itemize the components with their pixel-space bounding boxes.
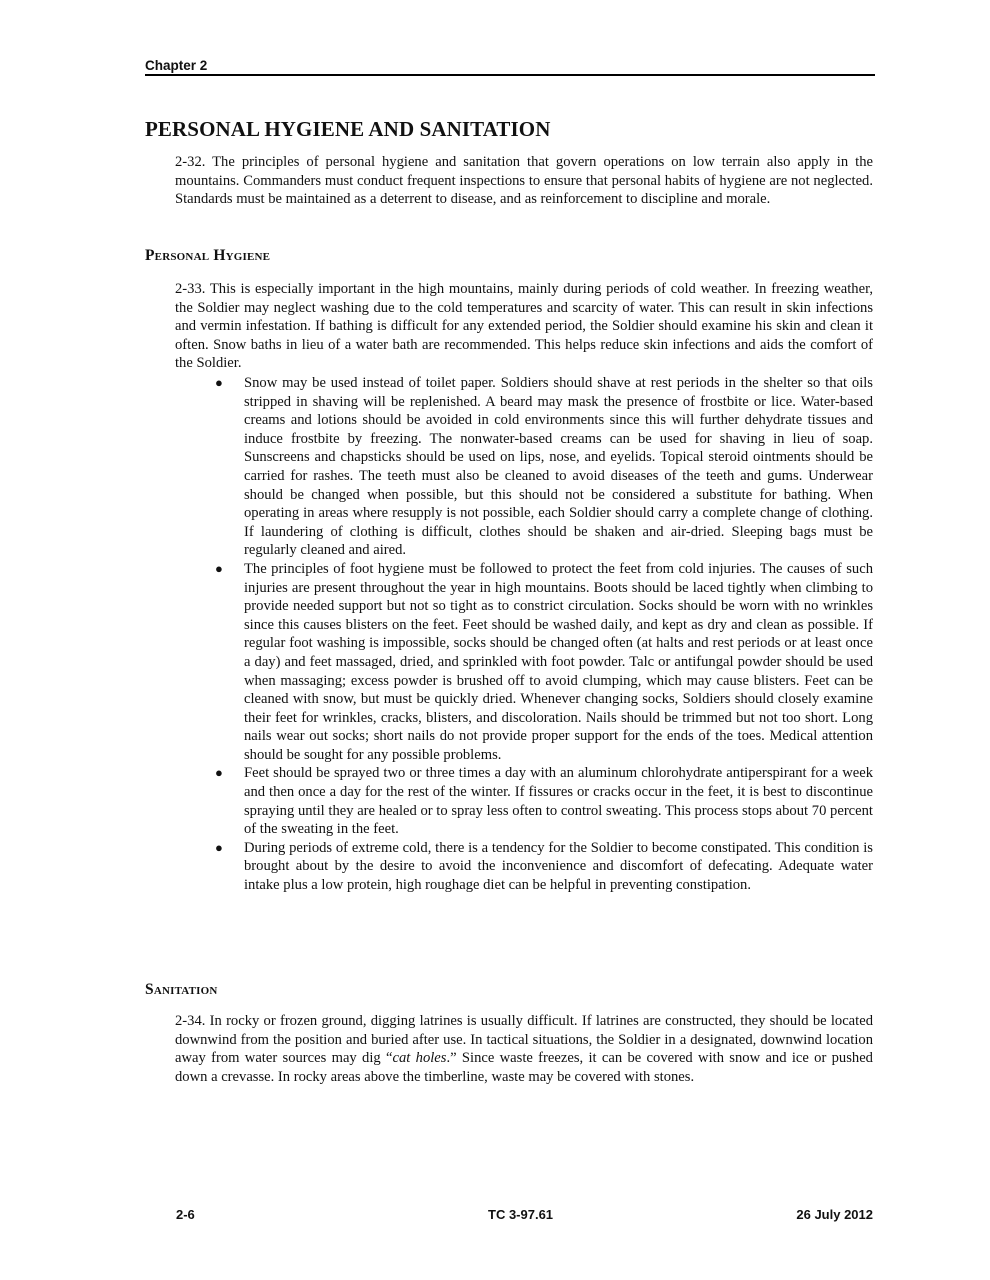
paragraph-2-34-text-start: 2-34. In rocky or frozen ground, digging latrines is usually difficult. If latrines are constructed, they should be located downwind from the position and buried after use. In tactical situations, the Soldier in a designated, downwind location away from water sources may dig “	[175, 1013, 873, 1067]
bullet-text: The principles of foot hygiene must be followed to protect the feet from cold injuries. The causes of such injuries are present throughout the year in high mountains. Boots should be laced tightly when climbing to provide needed support but not so tight as to constrict circulation. Socks should be worn with no wrinkles since this causes blisters on the feet. Feet should be washed daily, and kept as dry and clean as possible. If regular foot washing is impossible, socks should be changed often (at halts and rest periods or at least once a day) and feet massaged, dried, and sprinkled with foot powder. Talc or antifungal powder should be used when massaging; excess powder is brushed off to avoid clumping, which may cause blisters. Feet can be cleaned with snow, but must be quickly dried. Whenever changing socks, Soldiers should closely examine their feet for wrinkles, cracks, blisters, and discoloration. Nails should be trimmed but not too short. Long nails wear out socks; short nails do not provide proper support for the ends of the toes. Medical attention should be sought for any possible problems.	[244, 560, 873, 763]
bullet-text: During periods of extreme cold, there is a tendency for the Soldier to become constipated. This condition is brought about by the desire to avoid the inconvenience and discomfort of defecating. Adequate water intake plus a low protein, high roughage diet can be helpful in preventing constipation.	[244, 839, 873, 894]
page-title: PERSONAL HYGIENE AND SANITATION	[145, 117, 551, 141]
bullet-text: Snow may be used instead of toilet paper. Soldiers should shave at rest periods in the shelter so that oils stripped in shaving will be replenished. A beard may mask the presence of frostbite or lice. Water-based creams and lotions should be avoided in cold environments since this will further dehydrate tissues and induce frostbite by freezing. The nonwater-based creams can be used for shaving in lieu of soap. Sunscreens and chapsticks should be used on lips, nose, and eyelids. Topical steroid ointments should be carried for rashes. The teeth must also be cleaned to avoid diseases of the teeth and gums. Underwear should be changed when possible, but this should not be considered a substitute for bathing. When operating in areas where resupply is not possible, each Soldier should carry a complete change of clothing. If laundering of clothing is difficult, clothes should be shaken and air-dried. Sleeping bags must be regularly cleaned and aired.	[244, 375, 873, 559]
paragraph-2-34-text-end: .” Since waste freezes, it can be covered with snow and ice or pushed down a crevasse. In rocky areas above the timberline, waste may be covered with stones.	[175, 1050, 873, 1085]
bullet-icon: ●	[215, 839, 223, 855]
bullet-icon: ●	[215, 765, 223, 781]
hygiene-bullet-list	[175, 374, 873, 895]
cat-holes-term: cat holes	[392, 1050, 447, 1067]
footer-date: 26 July 2012	[796, 1207, 873, 1222]
bullet-item-antiperspirant	[175, 764, 873, 838]
footer-page-number: 2-6	[176, 1207, 195, 1222]
bullet-item-constipation	[175, 839, 873, 895]
bullet-text: Feet should be sprayed two or three times a day with an aluminum chlorohydrate antiperspirant for a week and then once a day for the rest of the winter. If fissures or cracks occur in the feet, it is best to discontinue spraying until they are healed or to spray less often to control sweating. This process stops about 70 percent of the sweating in the feet.	[244, 765, 873, 838]
footer-document-id: TC 3-97.61	[488, 1207, 554, 1222]
chapter-running-head: Chapter 2	[145, 58, 875, 76]
bullet-icon: ●	[215, 375, 223, 390]
bullet-item-foot-hygiene	[175, 560, 873, 765]
section-heading-sanitation: Sanitation	[145, 981, 218, 998]
paragraph-2-34	[175, 1012, 873, 1086]
section-heading-personal-hygiene: Personal Hygiene	[145, 247, 271, 264]
paragraph-2-32: 2-32. The principles of personal hygiene and sanitation that govern operations on low terrain also apply in the mountains. Commanders must conduct frequent inspections to ensure that personal habits of hygiene are not neglected. Standards must be maintained as a deterrent to disease, and as reinforcement to discipline and morale.	[175, 154, 873, 208]
paragraph-2-33: 2-33. This is especially important in the high mountains, mainly during periods of cold weather. In freezing weather, the Soldier may neglect washing due to the cold temperatures and scarcity of water. This can result in skin infections and vermin infestation. If bathing is difficult for any extended period, the Soldier should examine his skin and clean it often. Snow baths in lieu of a water bath are recommended. This helps reduce skin infections and aids the comfort of the Soldier.	[175, 281, 873, 372]
bullet-icon: ●	[215, 560, 223, 576]
bullet-item-toilet-paper	[175, 374, 873, 560]
